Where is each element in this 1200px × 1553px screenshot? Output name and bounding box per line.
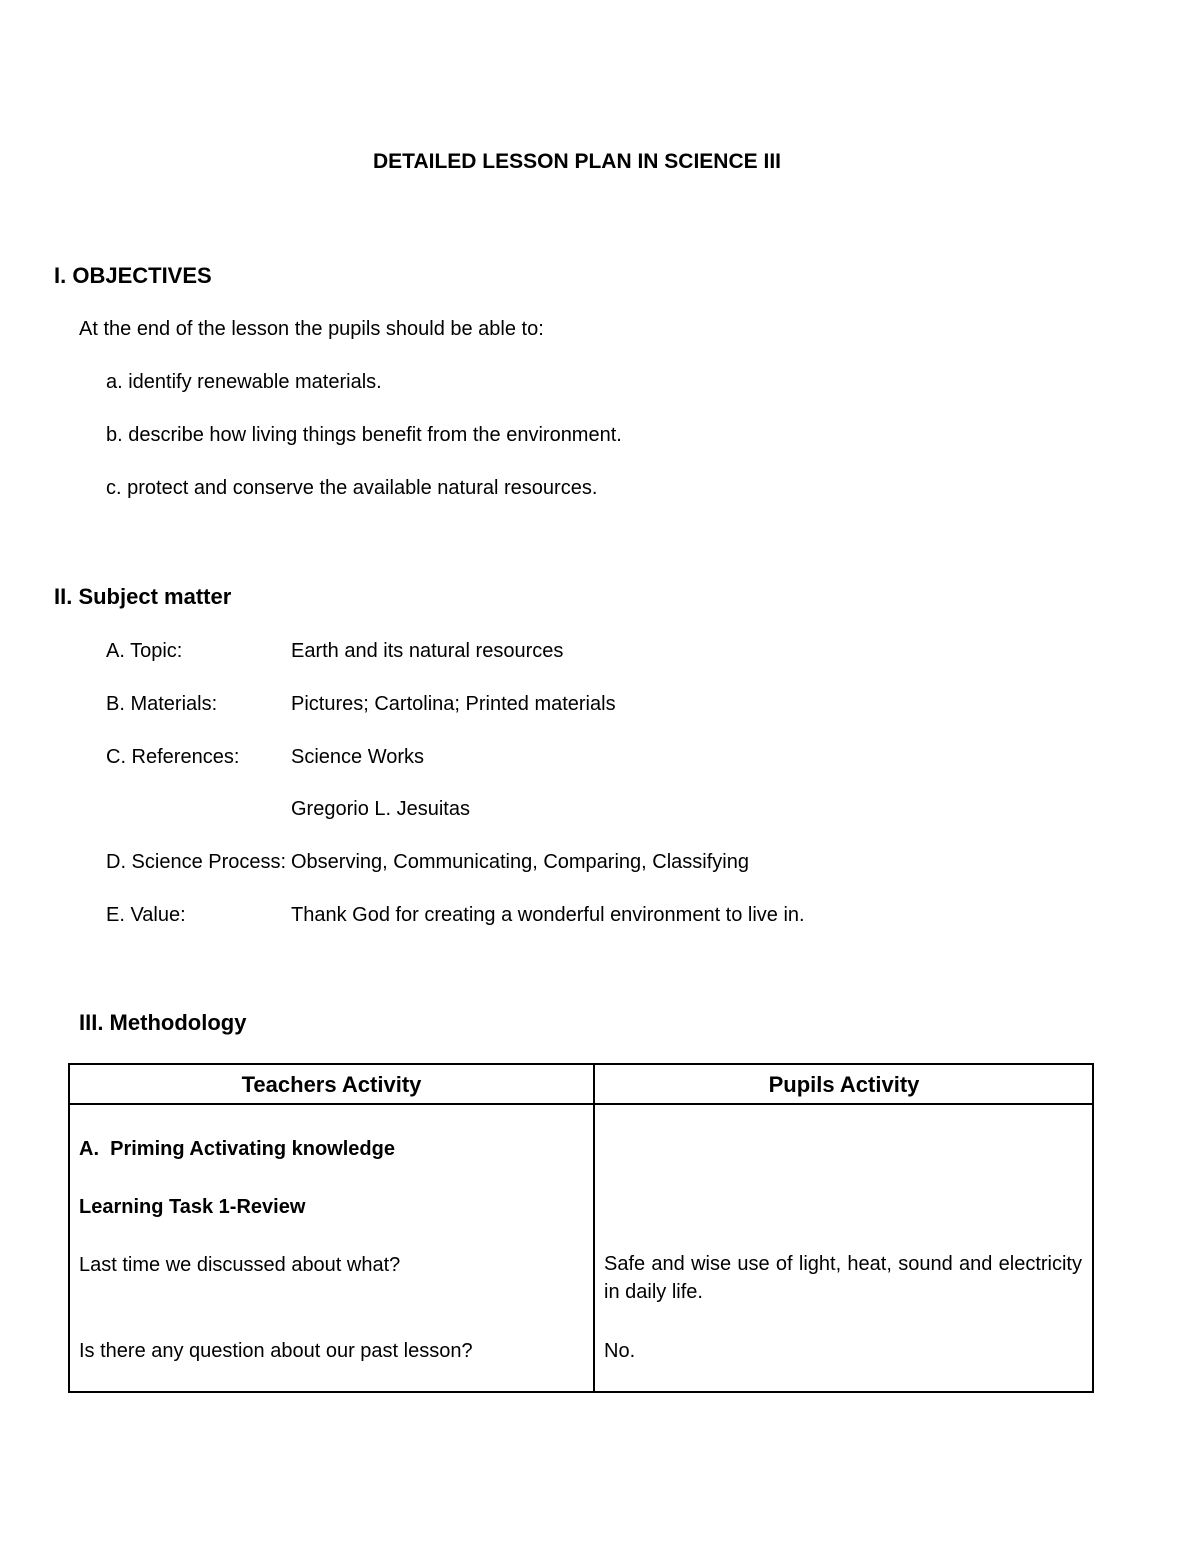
column-header-pupils: Pupils Activity [768,1072,920,1097]
subject-label-science-process: D. Science Process: [106,851,287,873]
subject-label-references: C. References: [106,746,240,768]
pupil-activity-row: Safe and wise use of light, heat, sound and electricity in daily life. [604,1253,1082,1303]
section-name: Priming Activating knowledge [110,1138,395,1160]
learning-task-title: Learning Task 1-Review [79,1196,306,1218]
objectives-heading: I. OBJECTIVES [54,263,212,288]
subject-label-topic: A. Topic: [106,640,183,662]
objectives-intro: At the end of the lesson the pupils should be able to: [79,318,544,340]
objective-item: b. describe how living things benefit from the environment. [106,424,622,446]
subject-value-value: Thank God for creating a wonderful environment to live in. [291,904,805,926]
subject-label-value: E. Value: [106,904,186,926]
teacher-activity-row: Last time we discussed about what? [79,1254,401,1276]
methodology-table [68,1063,1094,1393]
teacher-activity-row: Is there any question about our past lesson? [79,1340,473,1362]
subject-value-references-author: Gregorio L. Jesuitas [291,798,470,820]
subject-value-materials: Pictures; Cartolina; Printed materials [291,693,616,715]
subject-value-references: Science Works [291,746,425,768]
subject-value-science-process: Observing, Communicating, Comparing, Classifying [291,851,749,873]
pupil-activity-row: No. [604,1340,636,1362]
subject-label-materials: B. Materials: [106,693,218,715]
objective-item: a. identify renewable materials. [106,371,382,393]
subject-value-topic: Earth and its natural resources [291,640,564,662]
document-title: DETAILED LESSON PLAN IN SCIENCE III [373,150,781,173]
section-label: A. [79,1138,99,1160]
objective-item: c. protect and conserve the available natural resources. [106,477,598,499]
methodology-heading: III. Methodology [79,1010,247,1035]
header-divider [70,1103,1092,1105]
column-divider [593,1065,595,1391]
column-header-teachers: Teachers Activity [241,1072,422,1097]
section-title [79,1139,395,1159]
subject-matter-heading: II. Subject matter [54,584,232,609]
